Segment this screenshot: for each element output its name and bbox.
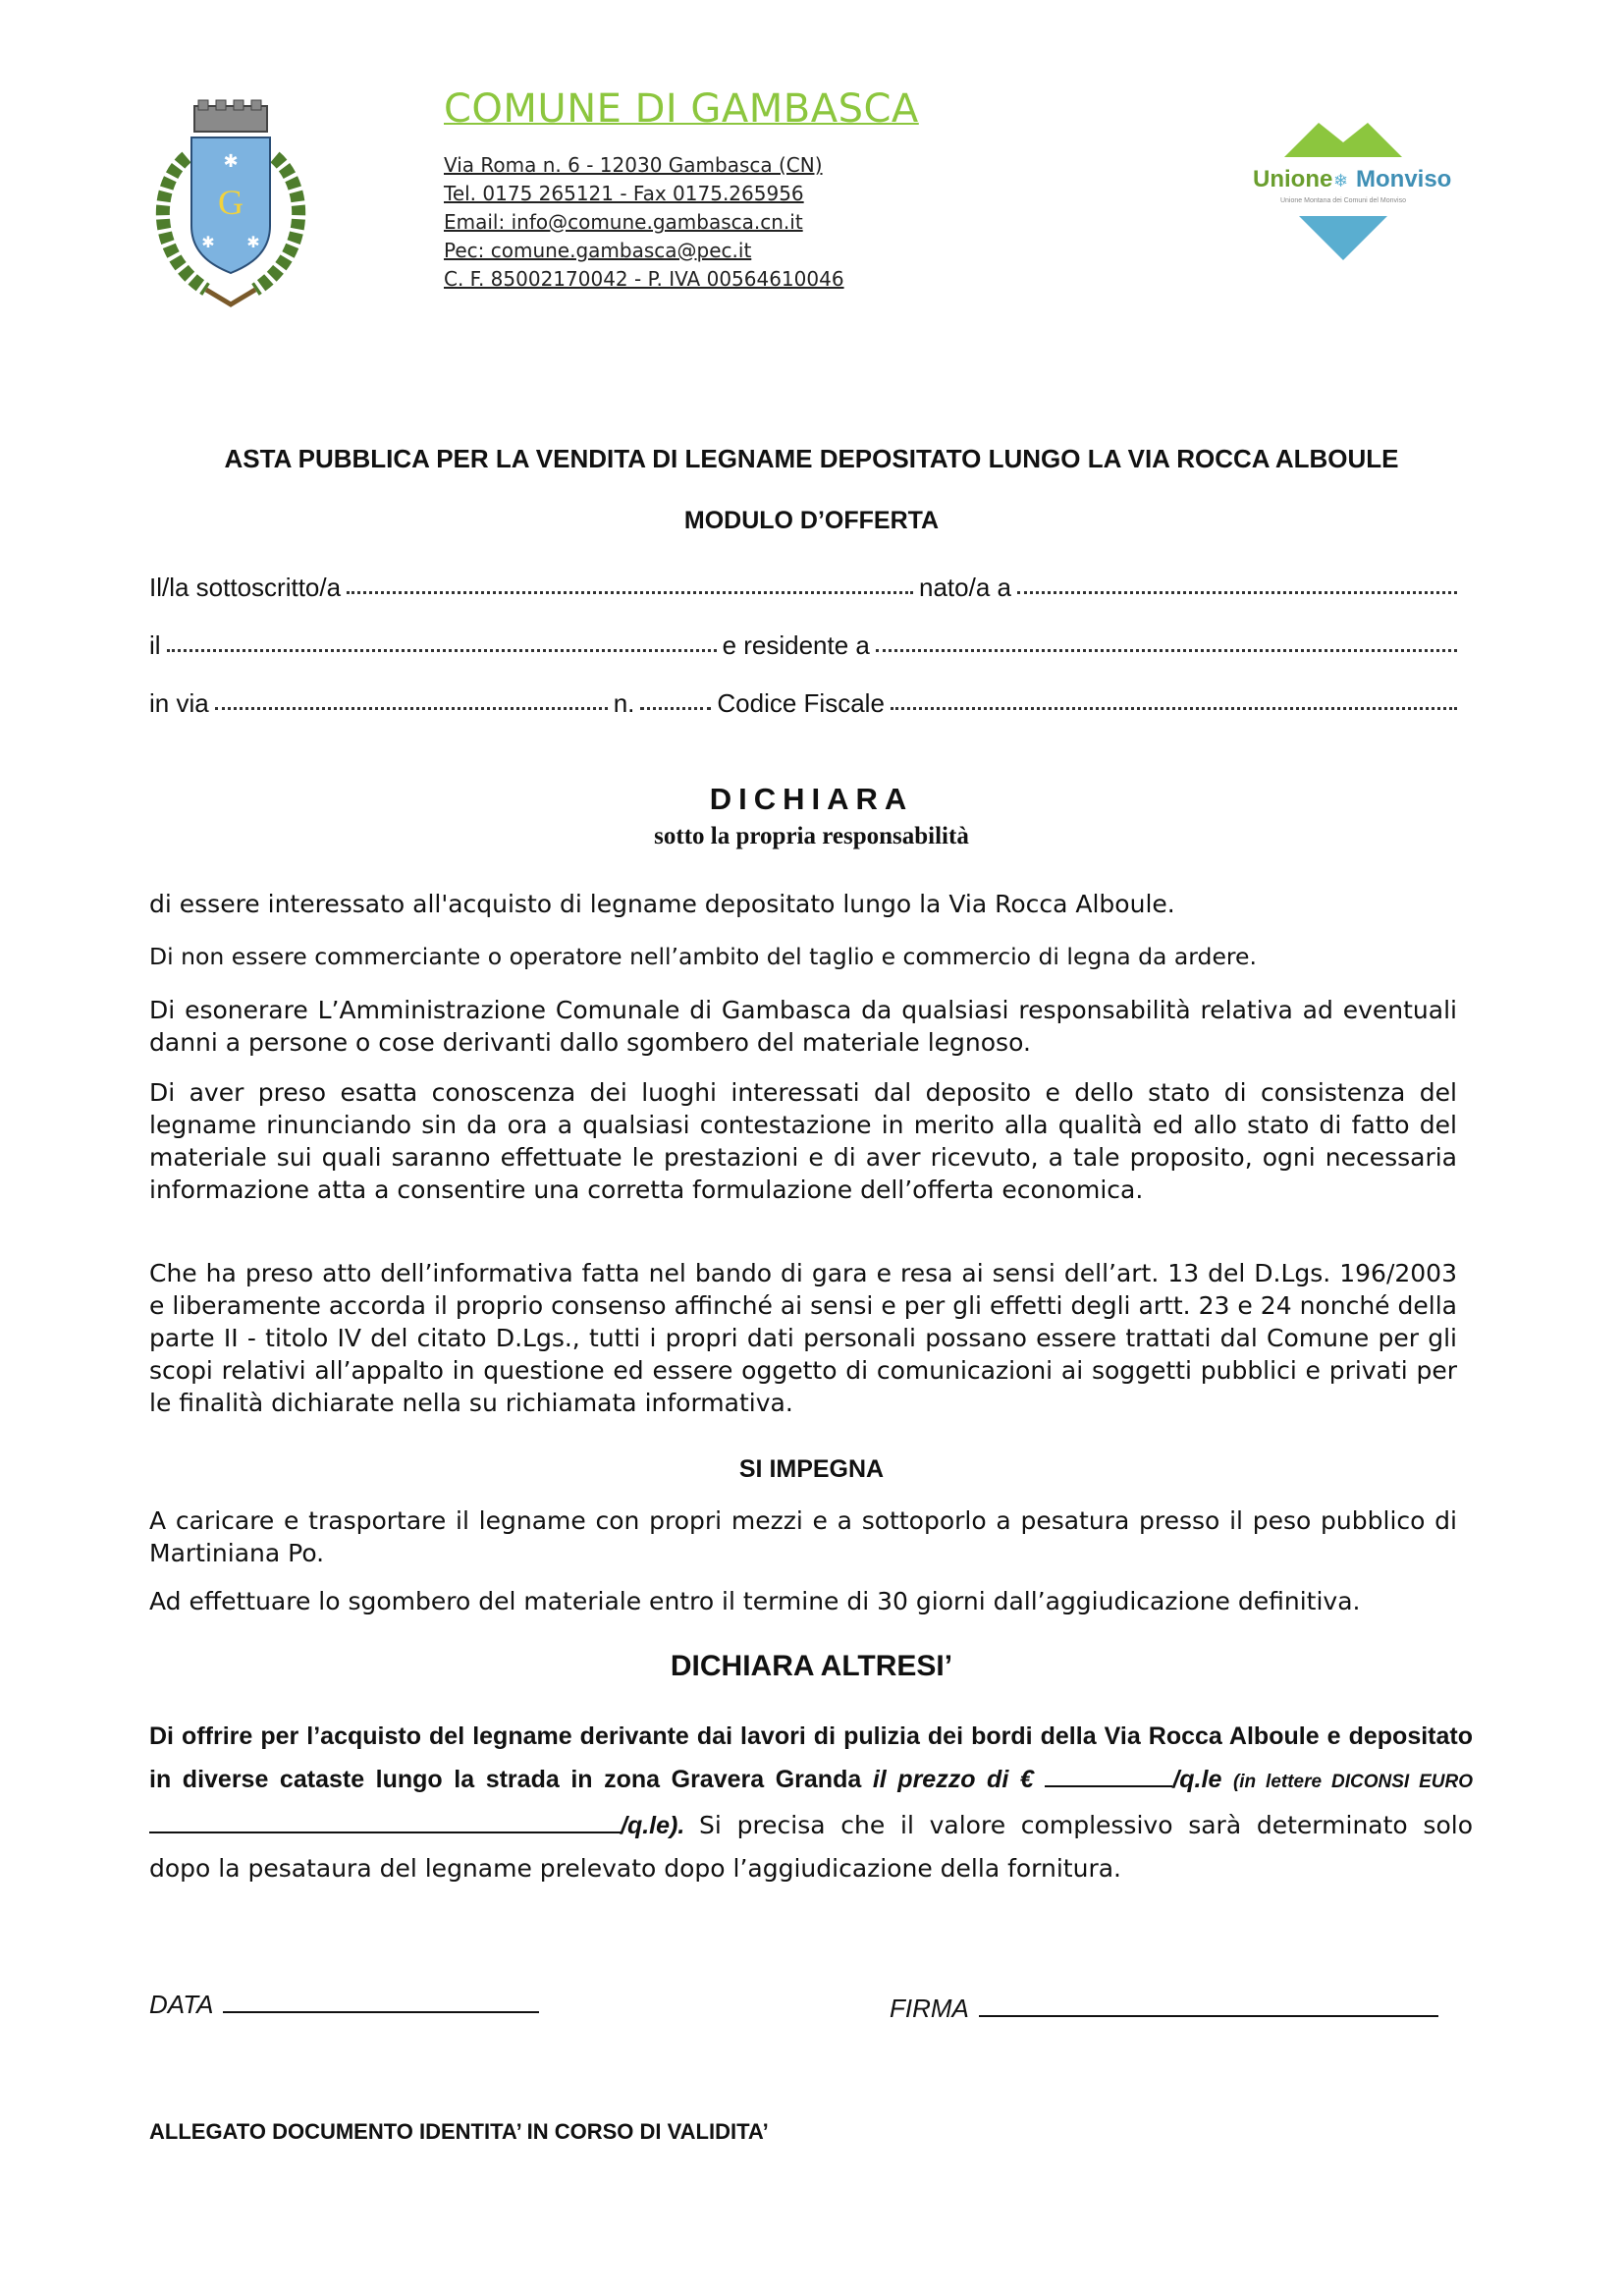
offer-in-words-label: (in lettere DICONSI EURO bbox=[1232, 1772, 1473, 1792]
label-fiscal-code: Codice Fiscale bbox=[717, 688, 885, 718]
declaration-paragraph: di essere interessato all'acquisto di legname depositato lungo la Via Rocca Alboule. bbox=[149, 890, 1175, 918]
date-signature-row bbox=[149, 1990, 539, 2020]
also-declares-heading: DICHIARA ALTRESI’ bbox=[670, 1650, 953, 1682]
declares-heading: DICHIARA bbox=[709, 782, 914, 816]
fiscal-code-field[interactable] bbox=[891, 707, 1457, 710]
svg-text:Unione Montana dei Comuni del: Unione Montana dei Comuni del Monviso bbox=[1279, 197, 1407, 204]
offer-unit-close: /q.le). bbox=[621, 1812, 685, 1839]
label-undersigned: Il/la sottoscritto/a bbox=[149, 573, 342, 602]
signature-field[interactable] bbox=[979, 1994, 1438, 2017]
declaration-paragraph: Di esonerare L’Amministrazione Comunale di Gambasca da qualsiasi responsabilità relativa ad eventuali danni a persone o cose derivanti dallo sgombero del materiale legnoso. bbox=[149, 996, 1457, 1057]
offer-price-label: il prezzo di € bbox=[872, 1766, 1034, 1793]
svg-text:❄: ❄ bbox=[1333, 171, 1349, 191]
municipality-name: COMUNE DI GAMBASCA bbox=[444, 86, 919, 132]
commits-heading: SI IMPEGNA bbox=[738, 1455, 885, 1483]
svg-text:✱: ✱ bbox=[201, 233, 215, 251]
offer-lead: Di offrire per l’acquisto del legname derivante dai lavori di pulizia dei bordi della Via Rocca Alboule e depositato in diverse cataste lungo la strada in zona Gravera Granda bbox=[149, 1722, 1473, 1793]
email-link[interactable]: Email: info@comune.gambasca.cn.it bbox=[444, 210, 803, 234]
field-row-birth bbox=[149, 630, 1457, 661]
commitment-paragraph: Ad effettuare lo sgombero del materiale entro il termine di 30 giorni dall’aggiudicazione definitiva. bbox=[149, 1587, 1361, 1615]
document-subtitle: MODULO D’OFFERTA bbox=[683, 507, 940, 534]
signature-label: FIRMA bbox=[890, 1994, 969, 2023]
document-title: ASTA PUBBLICA PER LA VENDITA DI LEGNAME DEPOSITATO LUNGO LA VIA ROCCA ALBOULE bbox=[224, 444, 1399, 473]
svg-text:✱: ✱ bbox=[223, 151, 239, 172]
resident-at-field[interactable] bbox=[876, 649, 1457, 652]
field-row-name bbox=[149, 573, 1457, 603]
price-in-words-field[interactable] bbox=[149, 1810, 621, 1833]
born-at-field[interactable] bbox=[1017, 591, 1457, 594]
offer-paragraph bbox=[149, 1715, 1473, 1890]
phone-fax: Tel. 0175 265121 - Fax 0175.265956 bbox=[444, 182, 804, 205]
coat-of-arms-icon bbox=[147, 98, 314, 314]
label-number: n. bbox=[613, 688, 635, 718]
declares-subheading: sotto la propria responsabilità bbox=[654, 823, 969, 849]
label-date-of-birth: il bbox=[149, 630, 161, 660]
street-field[interactable] bbox=[215, 707, 608, 710]
undersigned-field[interactable] bbox=[347, 591, 913, 594]
declaration-paragraph: Che ha preso atto dell’informativa fatta nel bando di gara e resa ai sensi dell’art. 13 del D.Lgs. 196/2003 e liberamente accorda il proprio consenso affinché ai sensi e per gli effetti degli artt. 23 e 24 nonché della parte II - titolo IV del citato D.Lgs., tutti i propri dati personali possano essere trattati dal Comune per gli scopi relativi all’appalto in questione ed essere oggetto di comunicazioni ai soggetti pubblici e privati per le finalità dichiarate nella su richiamata informativa. bbox=[149, 1259, 1457, 1417]
field-row-address bbox=[149, 688, 1457, 719]
unione-monviso-logo bbox=[1245, 118, 1452, 265]
price-per-quintal-field[interactable] bbox=[1045, 1764, 1172, 1787]
street-number-field[interactable] bbox=[640, 707, 711, 710]
pec-link[interactable]: Pec: comune.gambasca@pec.it bbox=[444, 239, 752, 262]
label-resident-at: e residente a bbox=[722, 630, 870, 660]
offer-unit: /q.le bbox=[1172, 1766, 1222, 1793]
address: Via Roma n. 6 - 12030 Gambasca (CN) bbox=[444, 153, 823, 177]
commitment-paragraph: A caricare e trasportare il legname con propri mezzi e a sottoporlo a pesatura presso il peso pubblico di Martiniana Po. bbox=[149, 1506, 1457, 1567]
date-of-birth-field[interactable] bbox=[167, 649, 717, 652]
offer-note: Si precisa che il valore complessivo sarà determinato solo dopo la pesataura del legname prelevato dopo l’aggiudicazione della fornitura. bbox=[149, 1811, 1473, 1883]
contact-block bbox=[444, 151, 844, 294]
svg-text:Unione: Unione bbox=[1253, 166, 1333, 192]
svg-text:G: G bbox=[218, 183, 243, 222]
label-street: in via bbox=[149, 688, 209, 718]
svg-text:Monviso: Monviso bbox=[1356, 166, 1452, 192]
declaration-paragraph: Di non essere commerciante o operatore nell’ambito del taglio e commercio di legna da ardere. bbox=[149, 943, 1257, 970]
attachment-note: ALLEGATO DOCUMENTO IDENTITA’ IN CORSO DI VALIDITA’ bbox=[149, 2119, 769, 2144]
tax-codes: C. F. 85002170042 - P. IVA 00564610046 bbox=[444, 267, 844, 291]
svg-text:✱: ✱ bbox=[246, 233, 260, 251]
date-field[interactable] bbox=[223, 1990, 539, 2013]
declaration-paragraph: Di aver preso esatta conoscenza dei luoghi interessati dal deposito e dello stato di consistenza del legname rinunciando sin da ora a qualsiasi contestazione in merito alla qualità ed allo stato di fatto del materiale sui quali saranno effettuate le prestazioni e di aver ricevuto, a tale proposito, ogni necessaria informazione atta a consentire una corretta formulazione dell’offerta economica. bbox=[149, 1078, 1457, 1204]
label-born-at: nato/a a bbox=[919, 573, 1011, 602]
firma-signature-row bbox=[890, 1994, 1438, 2024]
date-label: DATA bbox=[149, 1990, 214, 2019]
